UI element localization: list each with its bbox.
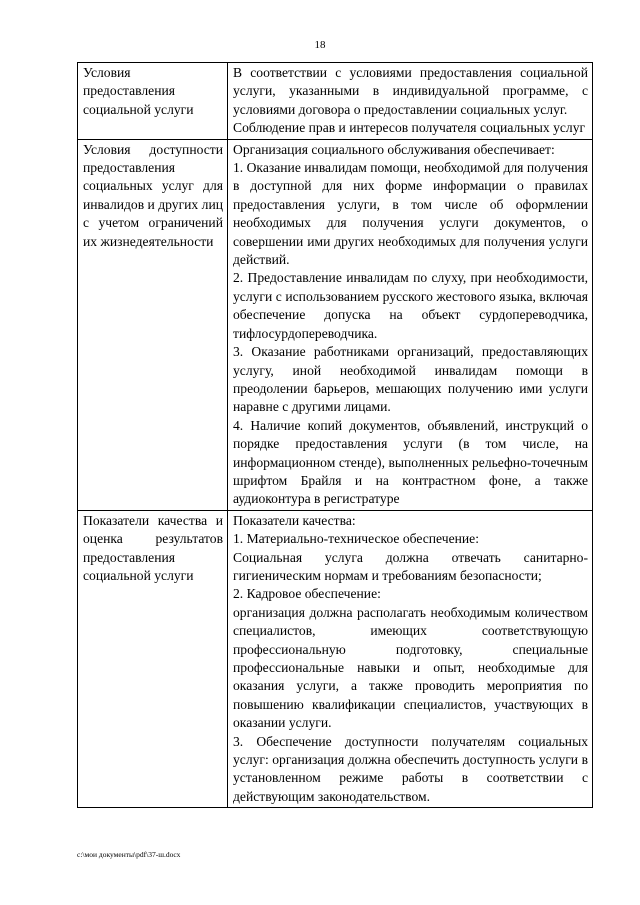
- content-paragraph: 4. Наличие копий документов, объявлений, инструкций о порядке предоставления услуги (в том числе, на информационном стенде), выполненных рельефно-точечным шрифтом Брайля и на контрастном фоне, а также аудиоконтура в регистратуре: [233, 417, 588, 507]
- content-paragraph: Соблюдение прав и интересов получателя социальных услуг: [233, 120, 586, 136]
- content-paragraph: 3. Обеспечение доступности получателям социальных услуг: организация должна обеспечить доступность услуги в установленном режиме работы в соответствии с действующим законодательством.: [233, 733, 588, 804]
- service-conditions-table: [77, 62, 593, 808]
- row-content-quality: [228, 510, 593, 808]
- table-row: [78, 63, 593, 140]
- page-number: 18: [314, 39, 326, 51]
- row-label-conditions: [78, 63, 228, 140]
- content-paragraph: организация должна располагать необходимым количеством специалистов, имеющих соответствующую профессиональную подготовку, специальные профессиональные навыки и опыт, необходимые для оказания услуги, а также проводить мероприятия по повышению квалификации специалистов, участвующих в оказании услуги.: [233, 604, 588, 731]
- row-label-quality: [78, 510, 228, 808]
- row-label-accessibility: [78, 139, 228, 510]
- table-row: [78, 139, 593, 510]
- content-paragraph: Социальная услуга должна отвечать санитарно-гигиеническим нормам и требованиям безопасности;: [233, 549, 588, 583]
- content-paragraph: Показатели качества:: [233, 512, 356, 528]
- content-paragraph: 2. Предоставление инвалидам по слуху, при необходимости, услуги с использованием русского жестового языка, включая обеспечение допуска на объект сурдопереводчика, тифлосурдопереводчика.: [233, 270, 588, 341]
- row-label-text: Условия доступности предоставления социальных услуг для инвалидов и других лиц с учетом ограничений их жизнедеятельности: [83, 141, 223, 249]
- content-paragraph: 2. Кадровое обеспечение:: [233, 586, 381, 602]
- row-content-accessibility: [228, 139, 593, 510]
- content-paragraph: 1. Материально-техническое обеспечение:: [233, 531, 479, 547]
- footer-file-path: c:\мои документы\pdf\37-ш.docx: [77, 850, 181, 859]
- row-label-text: Условия предоставления социальной услуги: [83, 65, 194, 117]
- content-paragraph: Организация социального обслуживания обеспечивает:: [233, 141, 555, 157]
- content-paragraph: В соответствии с условиями предоставления социальной услуги, указанными в индивидуальной программе, с условиями договора о предоставлении социальных услуг.: [233, 65, 588, 117]
- content-paragraph: 1. Оказание инвалидам помощи, необходимой для получения в доступной для них форме информации о правилах предоставления услуги, в том числе об оформлении необходимых для получения услуги документов, о совершении ими других необходимых для получения услуги действий.: [233, 160, 588, 268]
- content-paragraph: 3. Оказание работниками организаций, предоставляющих услугу, иной необходимой инвалидам помощи в преодолении барьеров, мешающих получению ими услуги наравне с другими лицами.: [233, 344, 588, 415]
- row-content-conditions: [228, 63, 593, 140]
- table-row: [78, 510, 593, 808]
- row-label-text: Показатели качества и оценка результатов предоставления социальной услуги: [83, 512, 223, 583]
